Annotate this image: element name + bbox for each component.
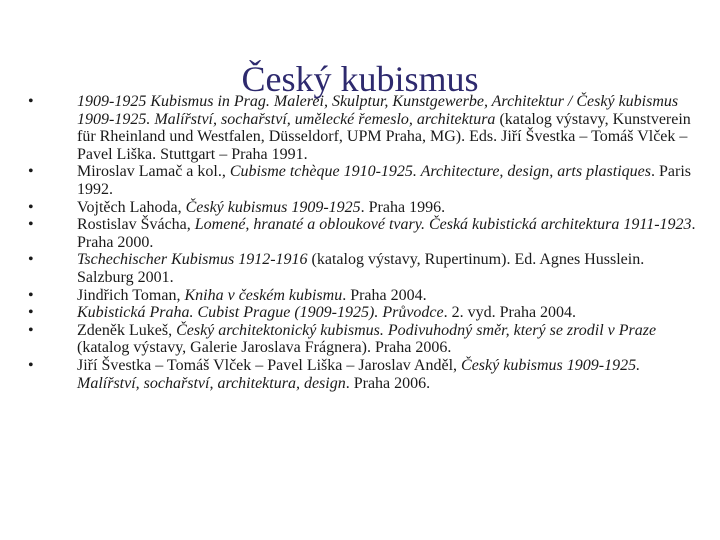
citation-title-text: 1909-1925 Kubismus in Prag. Malerei, Skulptur, Kunstgewerbe, Architektur / Český kubismus 1909-1925. Malířství, sochařství, umělecké řemeslo, architektura <box>77 93 679 128</box>
bibliography-item <box>28 93 698 163</box>
bibliography-item <box>28 163 698 198</box>
citation-title-text: Tschechischer Kubismus 1912-1916 <box>77 251 308 269</box>
citation-text: Jindřich Toman, <box>77 286 185 304</box>
bullet-icon: • <box>28 93 34 110</box>
bullet-icon: • <box>28 304 34 322</box>
bibliography-item <box>28 322 698 357</box>
citation-text: . Praha 2004. <box>342 286 427 304</box>
citation-text: . 2. vyd. Praha 2004. <box>443 304 577 322</box>
citation-text: (katalog výstavy, Rupertinum). Ed. Agnes Husslein. Salzburg 2001. <box>77 251 645 286</box>
citation-text: (katalog výstavy, Galerie Jaroslava Frágnera). Praha 2006. <box>77 339 452 357</box>
bibliography-item <box>28 216 698 251</box>
citation-text: Vojtěch Lahoda, <box>77 198 186 216</box>
citation-text: . Praha 1996. <box>360 198 446 216</box>
bibliography-item <box>28 251 698 286</box>
bullet-icon: • <box>28 198 34 216</box>
bullet-icon: • <box>28 216 34 234</box>
citation-text: . Praha 2006. <box>345 374 431 392</box>
citation-text: Miroslav Lamač a kol., <box>77 163 230 181</box>
citation-text: . Paris 1992. <box>77 163 691 198</box>
citation-title-text: Český kubismus 1909-1925 <box>185 198 361 216</box>
bullet-icon: • <box>28 163 34 181</box>
citation-title-text: Český architektonický kubismus. Podivuhodný směr, který se zrodil v Praze <box>176 321 657 339</box>
citation-title-text: Kubistická Praha. Cubist Prague (1909-1925). Průvodce <box>77 304 444 322</box>
citation-title-text: Český kubismus 1909-1925. Malířství, sochařství, architektura, design <box>77 356 641 392</box>
citation-title-text: Cubisme tchèque 1910-1925. Architecture, design, arts plastiques <box>229 163 651 181</box>
citation-text: (katalog výstavy, Kunstverein für Rheinland und Westfalen, Düsseldorf, UPM Praha, MG). Eds. Jiří Švestka – Tomáš Vlček – Pavel Liška. Stuttgart – Praha 1991. <box>77 110 691 163</box>
bullet-icon: • <box>28 321 34 339</box>
citation-text: Rostislav Švácha, <box>77 216 195 234</box>
bullet-icon: • <box>28 251 34 269</box>
bibliography-item <box>28 287 698 305</box>
citation-text: Zdeněk Lukeš, <box>77 321 177 339</box>
bibliography-list <box>28 93 698 392</box>
bibliography-item <box>28 304 698 322</box>
citation-title-text: Kniha v českém kubismu <box>184 286 343 304</box>
bibliography-item <box>28 199 698 217</box>
citation-title-text: Lomené, hranaté a obloukové tvary. Česká kubistická architektura 1911-1923 <box>194 216 692 234</box>
bullet-icon: • <box>28 286 34 304</box>
bibliography-item <box>28 357 698 392</box>
slide-title: Český kubismus <box>241 59 479 100</box>
citation-text: Jiří Švestka – Tomáš Vlček – Pavel Liška – Jaroslav Anděl, <box>77 356 462 374</box>
citation-text: . Praha 2000. <box>77 216 696 251</box>
bullet-icon: • <box>28 356 34 374</box>
